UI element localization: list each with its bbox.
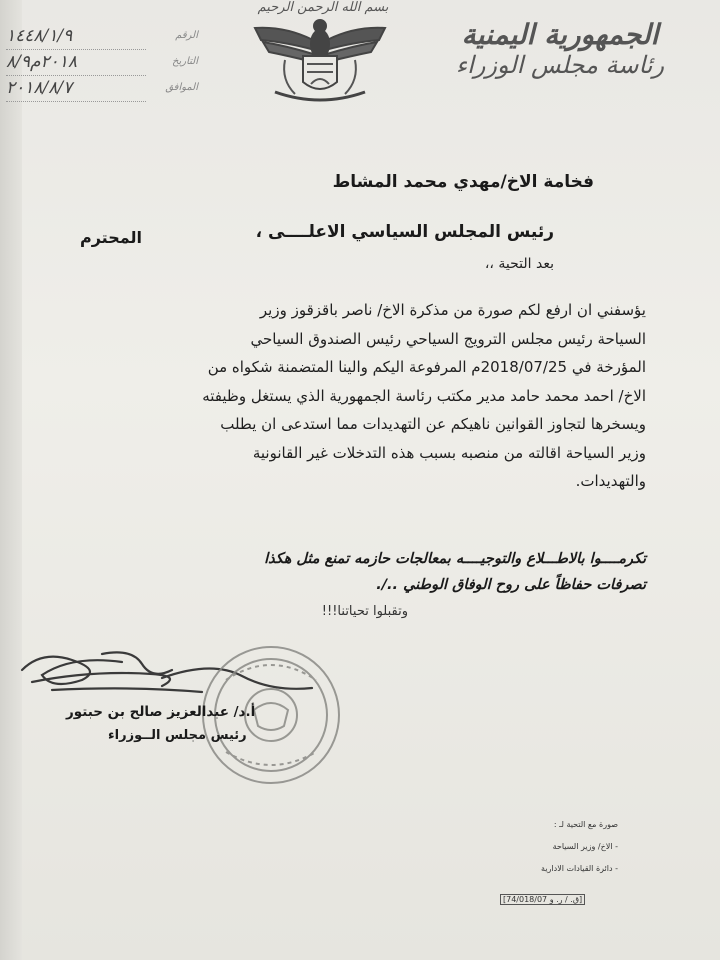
letterhead-office: رئاسة مجلس الوزراء: [455, 51, 665, 79]
body-line: الاخ/ احمد محمد حامد مدير مكتب رئاسة الجمهورية الذي يستغل وظيفته: [202, 386, 646, 405]
signatory-name: أ.د/ عبدالعزيز صالح بن حبتور: [66, 704, 256, 720]
body-line: يؤسفني ان ارفع لكم صورة من مذكرة الاخ/ ناصر باقزقوز وزير: [259, 301, 646, 319]
meta-label: الرقم: [175, 30, 198, 41]
reference-code: [500, 894, 585, 905]
addressee-name: فخامة الاخ/مهدي محمد المشاط: [332, 172, 594, 192]
letterhead-country: الجمهورية اليمنية: [461, 18, 659, 51]
basmala: بسم الله الرحمن الرحيم: [257, 0, 389, 15]
paper-edge: [0, 0, 22, 960]
cc-item: - دائرة القيادات الادارية: [541, 864, 618, 873]
meta-value: ٢٠١٨/٨/٧: [6, 78, 73, 98]
eagle-emblem-icon: [245, 0, 395, 110]
reference-number: [ق. / ر. و 74/018/07]: [500, 894, 585, 905]
body-line: وزير السياحة اقالته من منصبه بسبب هذه التدخلات غير القانونية: [252, 443, 646, 462]
body-line: المؤرخة في 2018/07/25م المرفوعة اليكم والينا المتضمنة شكواه من: [207, 358, 646, 376]
closing-request: [36, 546, 646, 598]
body-line: السياحة رئيس مجلس الترويج السياحي رئيس الصندوق السياحي: [250, 329, 646, 348]
letterhead-institution: [440, 18, 680, 79]
dotted-line: [6, 101, 146, 102]
greeting: بعد التحية ،،: [484, 256, 554, 272]
thanks-line: وتقبلوا تحياتنا!!!: [321, 604, 408, 619]
meta-value: ٢٠١٨م٨/٩: [6, 52, 78, 72]
dotted-line: [6, 75, 146, 76]
closing-line: تصرفات حفاظاً على روح الوفاق الوطني ../.: [376, 577, 646, 593]
letter-body: [52, 296, 646, 496]
honorific: المحترم: [80, 228, 142, 247]
meta-value: ١٤٤٨/١/٩: [6, 26, 73, 46]
letter-metadata: [6, 26, 206, 108]
meta-label: الموافق: [165, 82, 198, 93]
meta-label: التاريخ: [172, 56, 198, 67]
body-line: ويسخرها لتجاوز القوانين ناهيكم عن التهديدات مما استدعى ان يطلب: [220, 415, 646, 433]
cc-item: - الاخ/ وزير السياحة: [552, 842, 618, 851]
meta-row: [6, 78, 206, 108]
carbon-copy-list: [478, 814, 618, 880]
dotted-line: [6, 49, 146, 50]
closing-line: تكرمــــوا بالاطـــلاع والتوجيــــه بمعالجات حازمه تمنع مثل هكذا: [264, 551, 646, 567]
body-line: والتهديدات.: [575, 472, 646, 490]
cc-heading: صورة مع التحية لـ :: [553, 820, 618, 829]
signatory-title: رئيس مجلس الــوزراء: [108, 728, 247, 743]
addressee-title: رئيس المجلس السياسي الاعلــــى ،: [255, 222, 554, 242]
